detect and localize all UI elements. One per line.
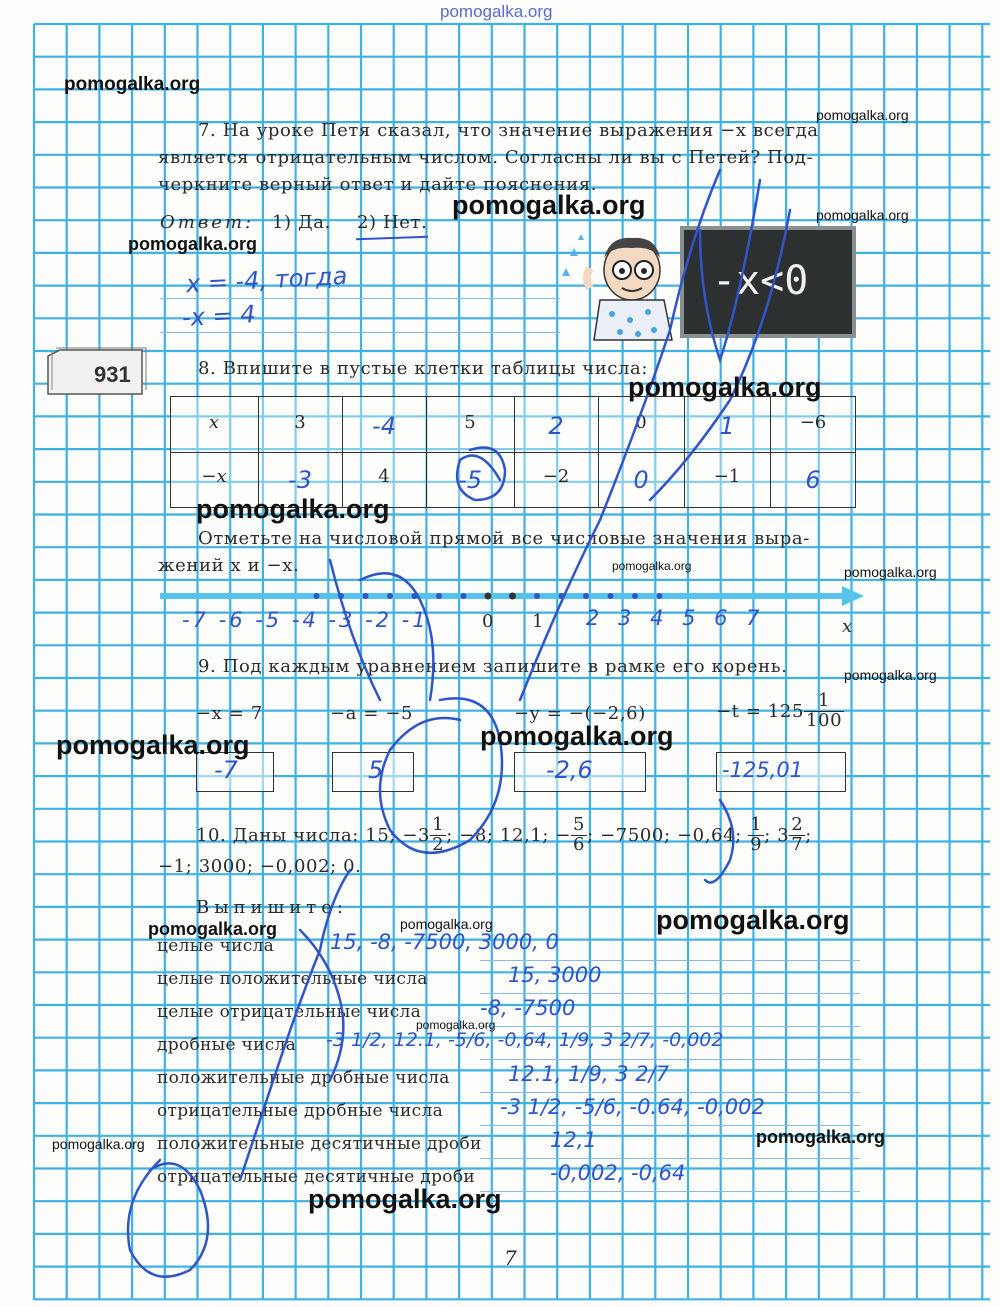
table-cell-row1-6: 1	[719, 412, 735, 440]
frac-den: 2	[432, 833, 445, 855]
number-line-hand-positives: 2 3 4 5 6 7	[586, 606, 766, 630]
watermark: pomogalka.org	[816, 207, 909, 223]
table-cell-row1-7: −6	[799, 412, 827, 433]
task7-answer-label: Ответ:	[160, 212, 255, 233]
table-cell-row2-7: 6	[805, 466, 821, 494]
page-number: 7	[504, 1246, 518, 1270]
category-label: положительные десятичные дроби	[157, 1134, 482, 1154]
table-cell-row2-2: 4	[378, 466, 390, 487]
table-cell-row2-4: −2	[542, 466, 570, 487]
category-hand-answer: 15, -8, -7500, 3000, 0	[330, 930, 559, 954]
frac-num: 5	[573, 814, 586, 835]
watermark: pomogalka.org	[628, 372, 822, 402]
task9-eq4-prefix: −t = 125	[716, 700, 804, 722]
task8-title: 8. Впишите в пустые клетки таблицы числа:	[198, 358, 649, 379]
task10-part2: ; −8; 12,1; −	[446, 824, 572, 846]
category-hand-answer: 12.1, 1/9, 3 2/7	[508, 1062, 670, 1086]
frac-den: 6	[573, 833, 586, 855]
table-cell-row2-6: −1	[713, 466, 741, 487]
task10-line2: −1; 3000; −0,002; 0.	[158, 856, 362, 877]
table-cell-row1-0: x	[208, 412, 220, 433]
number-line-hand-negatives: -7 -6 -5 -4 -3 -2 -1	[182, 608, 429, 632]
table-cell-row1-1: 3	[294, 412, 306, 433]
watermark: pomogalka.org	[148, 919, 278, 939]
task10-write-out: Выпишите:	[196, 897, 348, 918]
task9-hand-answer-1: -7	[214, 756, 238, 784]
frac-den: 7	[791, 833, 804, 855]
task7-line3: черкните верный ответ и дайте пояснения.	[158, 174, 598, 195]
task7-option1: 1) Да.	[272, 212, 331, 233]
frac-num: 1	[432, 814, 445, 835]
watermark: pomogalka.org	[612, 559, 692, 573]
category-hand-answer: -0,002, -0,64	[550, 1161, 686, 1185]
watermark: pomogalka.org	[128, 234, 258, 254]
table-cell-row1-2: -4	[372, 412, 396, 440]
watermark: pomogalka.org	[56, 730, 250, 760]
task7-line1: 7. На уроке Петя сказал, что значение выражения −x всегда	[198, 120, 819, 141]
task7-line2: является отрицательным числом. Согласны ли вы с Петей? Под-	[158, 147, 814, 168]
table-cell-row2-5: 0	[633, 466, 649, 494]
task9-eq2: −a = −5	[330, 703, 414, 724]
watermark: pomogalka.org	[844, 564, 937, 580]
number-line-one: 1	[532, 611, 545, 632]
watermark: pomogalka.org	[196, 494, 390, 524]
category-hand-answer: -3 1/2, 12.1, -5/6, -0,64, 1/9, 3 2/7, -0,002	[326, 1029, 724, 1051]
table-cell-row2-0: −x	[201, 466, 227, 487]
task10-intro: 10. Даны числа: 15; −3	[196, 824, 431, 846]
watermark: pomogalka.org	[480, 721, 674, 751]
task7-option2: 2) Нет.	[357, 212, 428, 233]
table-cell-row1-4: 2	[548, 412, 564, 440]
task9-eq4-den: 100	[806, 709, 843, 731]
frac-num: 1	[750, 814, 763, 835]
task9-title: 9. Под каждым уравнением запишите в рамке его корень.	[198, 656, 788, 677]
table-cell-row1-3: 5	[464, 412, 476, 433]
watermark: pomogalka.org	[64, 74, 201, 95]
category-label: отрицательные дробные числа	[157, 1101, 444, 1121]
table-cell-row2-3: -5	[458, 466, 482, 494]
watermark: pomogalka.org	[816, 107, 909, 123]
task7-hand-answer-2: -x = 4	[181, 300, 257, 332]
task7-hand-answer-1: x = -4, тогда	[185, 261, 348, 299]
task10-part3: ; −7500; −0,64;	[587, 824, 742, 846]
task9-eq3: −y = −(−2,6)	[514, 703, 646, 724]
task9-hand-answer-2: 5	[368, 756, 384, 784]
task9-eq4-num: 1	[804, 692, 844, 712]
top-watermark: pomogalka.org	[440, 2, 553, 21]
category-label: целые положительные числа	[157, 969, 428, 989]
watermark: pomogalka.org	[308, 1184, 502, 1214]
category-label: целые числа	[157, 936, 275, 956]
frac-den: 9	[750, 833, 763, 855]
watermark: pomogalka.org	[416, 1018, 496, 1032]
table-cell-row1-5: 0	[635, 412, 647, 433]
frac-num: 2	[791, 814, 804, 835]
task10-part4: ; 3	[764, 824, 790, 846]
category-label: целые отрицательные числа	[157, 1002, 422, 1022]
category-hand-answer: 15, 3000	[508, 963, 602, 987]
watermark: pomogalka.org	[452, 190, 646, 220]
category-label: отрицательные десятичные дроби	[157, 1167, 475, 1187]
task8-instruction-2: жений x и −x.	[158, 555, 300, 576]
task8-instruction-1: Отметьте на числовой прямой все числовые значения выра-	[198, 528, 810, 549]
table-cell-row2-1: -3	[288, 466, 312, 494]
task10-part5: ;	[805, 824, 812, 846]
category-hand-answer: -3 1/2, -5/6, -0.64, -0,002	[500, 1095, 765, 1119]
category-hand-answer: -8, -7500	[480, 996, 576, 1020]
category-hand-answer: 12,1	[550, 1128, 597, 1152]
watermark: pomogalka.org	[844, 667, 937, 683]
number-line-axis-label: x	[842, 616, 853, 637]
task9-hand-answer-3: -2,6	[546, 756, 593, 784]
task9-hand-answer-4: -125,01	[722, 758, 804, 782]
number-line-zero: 0	[482, 611, 495, 632]
category-label: положительные дробные числа	[157, 1068, 450, 1088]
watermark: pomogalka.org	[52, 1136, 145, 1152]
blackboard-text: -x<0	[712, 258, 809, 304]
watermark: pomogalka.org	[400, 916, 493, 932]
page-badge-number: 931	[94, 362, 131, 387]
watermark: pomogalka.org	[656, 905, 850, 935]
watermark: pomogalka.org	[756, 1127, 886, 1147]
task9-eq1: −x = 7	[196, 703, 263, 724]
category-label: дробные числа	[157, 1035, 297, 1055]
